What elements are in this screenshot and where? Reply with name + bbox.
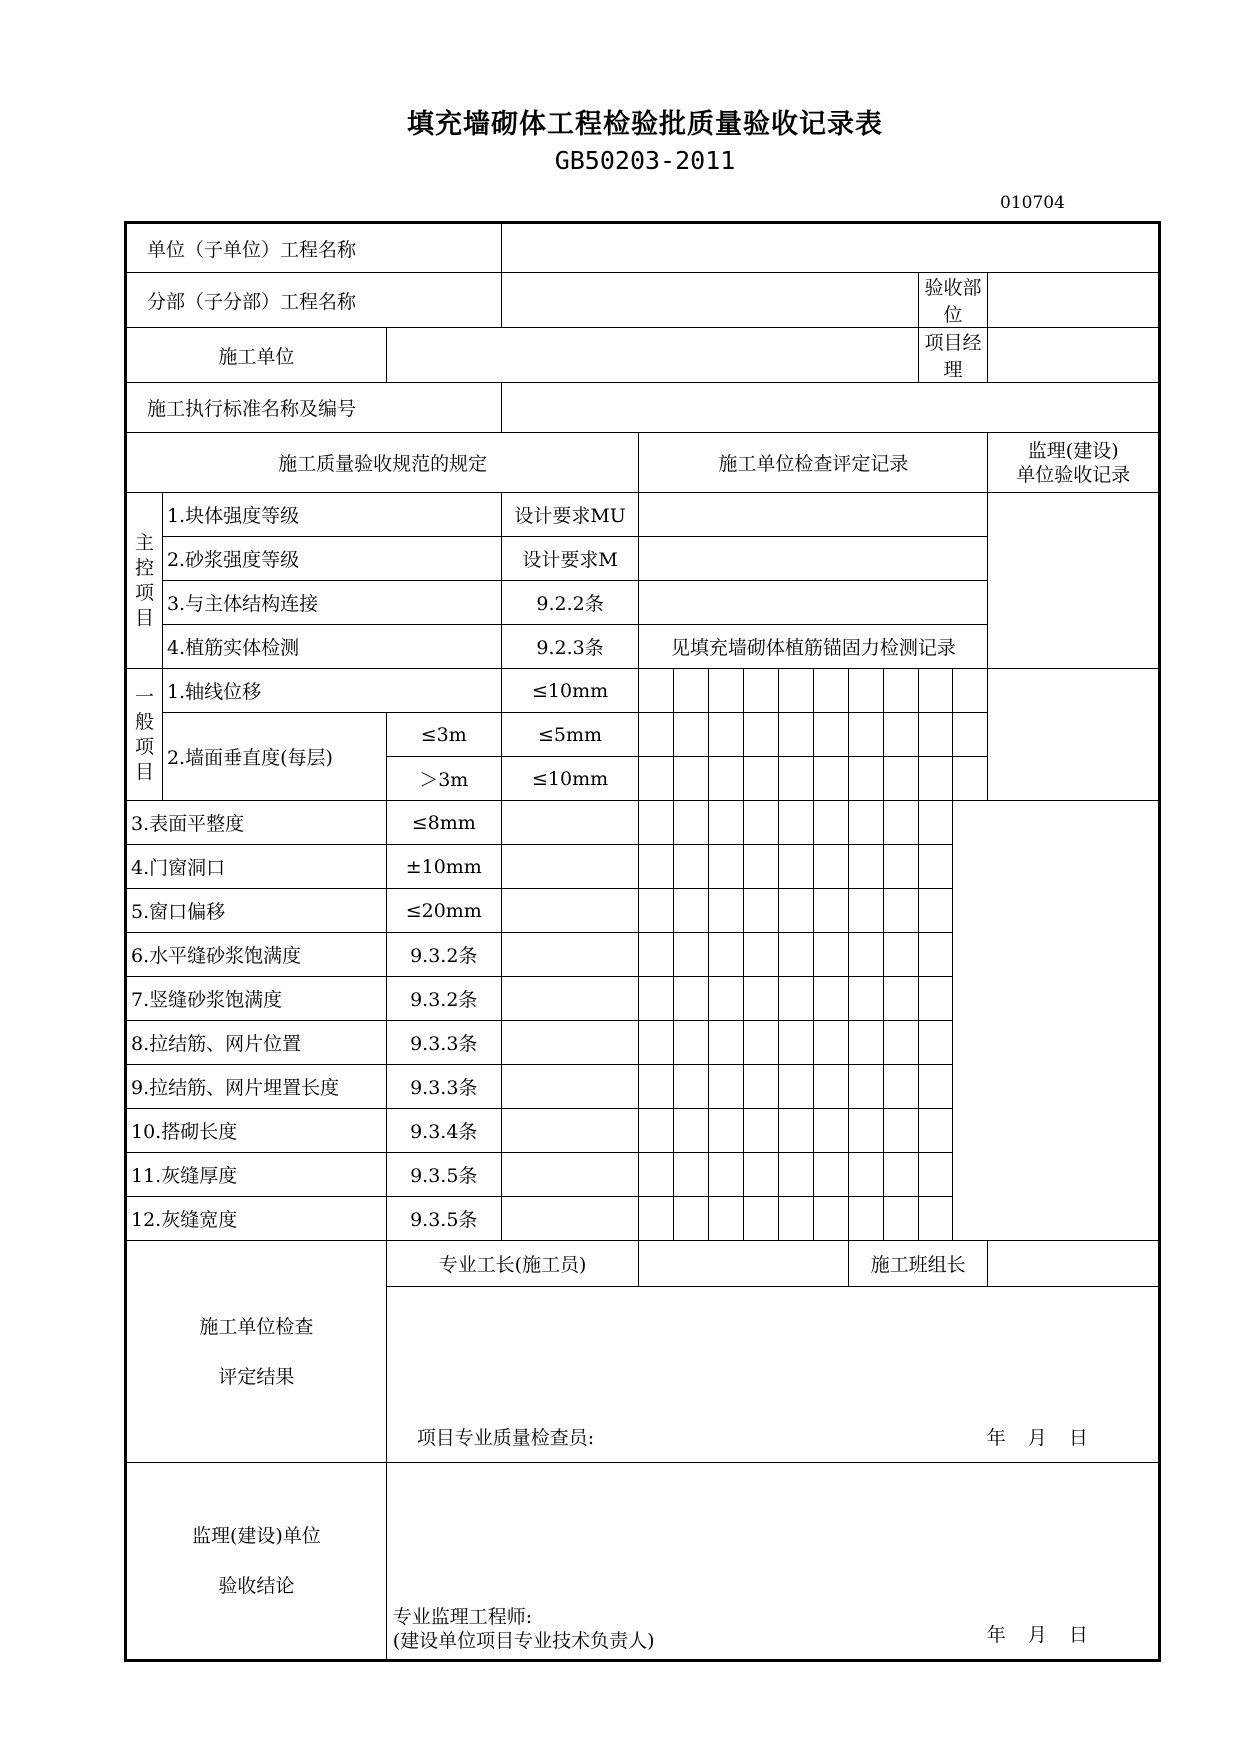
check-cell[interactable] [778, 757, 813, 801]
acceptance-part-label: 验收部位 [918, 273, 988, 328]
check-cell[interactable] [709, 669, 744, 713]
check-cell[interactable] [813, 757, 848, 801]
check-cell[interactable] [639, 669, 674, 713]
check-cell[interactable] [813, 933, 848, 977]
general-item-requirement: ≤20mm [386, 889, 501, 933]
check-cell[interactable] [709, 1153, 744, 1197]
check-cell[interactable] [639, 757, 674, 801]
general-item-name: 8.拉结筋、网片位置 [126, 1021, 387, 1065]
check-cell[interactable] [744, 757, 779, 801]
general-item-name: 1.轴线位移 [162, 669, 501, 713]
check-cell[interactable] [709, 1021, 744, 1065]
check-cell[interactable] [813, 669, 848, 713]
check-cell[interactable] [918, 1021, 953, 1065]
check-cell[interactable] [813, 1197, 848, 1241]
page-title: 填充墙砌体工程检验批质量验收记录表 [407, 109, 883, 140]
main-item-requirement: 9.2.3条 [501, 625, 639, 669]
check-cell[interactable] [813, 845, 848, 889]
check-cell[interactable] [848, 669, 883, 713]
supervisor-signature [393, 1605, 655, 1653]
check-cell[interactable] [953, 757, 988, 801]
main-item-name: 3.与主体结构连接 [162, 581, 501, 625]
standard-name-label: 施工执行标准名称及编号 [126, 383, 502, 433]
check-cell[interactable] [813, 1021, 848, 1065]
check-cell[interactable] [709, 1197, 744, 1241]
check-cell[interactable] [639, 977, 674, 1021]
check-cell[interactable] [674, 933, 709, 977]
check-cell[interactable] [674, 669, 709, 713]
check-cell[interactable] [501, 933, 639, 977]
check-cell[interactable] [883, 757, 918, 801]
check-cell[interactable] [744, 845, 779, 889]
general-item-requirement: 9.3.3条 [386, 1065, 501, 1109]
check-cell[interactable] [501, 977, 639, 1021]
date-label: 年 月 日 [986, 1427, 1088, 1449]
owner-tech-label: (建设单位项目专业技术负责人) [392, 1630, 655, 1652]
check-cell[interactable] [883, 669, 918, 713]
check-cell[interactable] [918, 933, 953, 977]
main-item-requirement: 设计要求MU [501, 493, 639, 537]
general-item-name: 10.搭砌长度 [126, 1109, 387, 1153]
check-cell[interactable] [918, 889, 953, 933]
general-item-requirement: 9.3.5条 [386, 1197, 501, 1241]
check-cell[interactable] [918, 1197, 953, 1241]
supervisor-engineer-label: 专业监理工程师: [392, 1606, 533, 1628]
check-cell[interactable] [813, 801, 848, 845]
check-cell[interactable] [813, 1109, 848, 1153]
check-cell[interactable] [813, 713, 848, 757]
construction-result-block[interactable] [386, 1287, 1159, 1463]
check-cell[interactable] [709, 845, 744, 889]
check-cell[interactable] [918, 713, 953, 757]
sub-project-label: 分部（子分部）工程名称 [126, 273, 502, 328]
check-cell[interactable] [883, 845, 918, 889]
main-items-label: 主 控 项 目 [126, 493, 163, 669]
construction-result-label: 施工单位检查 评定结果 [126, 1241, 387, 1463]
check-cell[interactable] [639, 889, 674, 933]
general-item-name: 11.灰缝厚度 [126, 1153, 387, 1197]
sub-project-field[interactable] [501, 273, 918, 328]
check-cell[interactable] [501, 889, 639, 933]
check-cell[interactable] [744, 801, 779, 845]
check-cell[interactable] [744, 889, 779, 933]
main-item-name: 2.砂浆强度等级 [162, 537, 501, 581]
general-item-name: 5.窗口偏移 [126, 889, 387, 933]
check-cell[interactable] [744, 1197, 779, 1241]
general-item-requirement: ≤8mm [386, 801, 501, 845]
check-cell[interactable] [883, 1153, 918, 1197]
check-cell[interactable] [709, 889, 744, 933]
check-record-header: 施工单位检查评定记录 [639, 433, 988, 493]
check-cell[interactable] [813, 889, 848, 933]
check-cell[interactable] [848, 933, 883, 977]
general-item-name: 4.门窗洞口 [126, 845, 387, 889]
check-cell[interactable] [709, 977, 744, 1021]
general-item-name: 9.拉结筋、网片埋置长度 [126, 1065, 387, 1109]
standard-name-field[interactable] [501, 383, 1159, 433]
check-cell[interactable] [813, 1153, 848, 1197]
check-cell[interactable] [501, 1065, 639, 1109]
general-item-requirement: ≤10mm [501, 669, 639, 713]
check-cell[interactable] [778, 889, 813, 933]
check-cell[interactable] [674, 1197, 709, 1241]
check-cell[interactable] [848, 977, 883, 1021]
general-item-name: 12.灰缝宽度 [126, 1197, 387, 1241]
check-cell[interactable] [744, 933, 779, 977]
check-cell[interactable] [674, 977, 709, 1021]
check-cell[interactable] [778, 1197, 813, 1241]
general-items-label: 一 般 项 目 [126, 669, 163, 801]
check-cell[interactable] [674, 845, 709, 889]
main-item-record[interactable]: 见填充墙砌体植筋锚固力检测记录 [639, 625, 988, 669]
main-item-record[interactable] [639, 581, 988, 625]
check-cell[interactable] [883, 977, 918, 1021]
check-cell[interactable] [501, 1021, 639, 1065]
check-cell[interactable] [778, 669, 813, 713]
general-item-requirement: 9.3.5条 [386, 1153, 501, 1197]
check-cell[interactable] [883, 889, 918, 933]
construction-unit-label: 施工单位 [126, 328, 387, 383]
check-cell[interactable] [848, 889, 883, 933]
supervision-header-line2: 单位验收记录 [1016, 463, 1131, 486]
check-cell[interactable] [918, 1109, 953, 1153]
check-cell[interactable] [778, 933, 813, 977]
check-cell[interactable] [918, 1153, 953, 1197]
check-cell[interactable] [709, 801, 744, 845]
check-cell[interactable] [848, 1021, 883, 1065]
check-cell[interactable] [709, 933, 744, 977]
team-leader-label: 施工班组长 [848, 1241, 988, 1287]
check-cell[interactable] [883, 1065, 918, 1109]
check-cell[interactable] [674, 801, 709, 845]
general-item-requirement: 9.3.2条 [386, 977, 501, 1021]
check-cell[interactable] [883, 1109, 918, 1153]
check-cell[interactable] [744, 669, 779, 713]
check-cell[interactable] [744, 1065, 779, 1109]
check-cell[interactable] [744, 1021, 779, 1065]
check-cell[interactable] [639, 1153, 674, 1197]
check-cell[interactable] [813, 977, 848, 1021]
check-cell[interactable] [639, 1021, 674, 1065]
check-cell[interactable] [639, 1197, 674, 1241]
check-cell[interactable] [918, 977, 953, 1021]
check-cell[interactable] [674, 1065, 709, 1109]
check-cell[interactable] [848, 801, 883, 845]
check-cell[interactable] [848, 1109, 883, 1153]
general-item-name: 3.表面平整度 [126, 801, 387, 845]
check-cell[interactable] [709, 1109, 744, 1153]
check-cell[interactable] [813, 1065, 848, 1109]
check-cell[interactable] [918, 757, 953, 801]
foreman-field[interactable] [639, 1241, 848, 1287]
main-item-record[interactable] [639, 537, 988, 581]
check-cell[interactable] [778, 1109, 813, 1153]
check-cell[interactable] [778, 977, 813, 1021]
check-cell[interactable] [674, 1153, 709, 1197]
check-cell[interactable] [848, 757, 883, 801]
check-cell[interactable] [501, 1153, 639, 1197]
check-cell[interactable] [778, 845, 813, 889]
check-cell[interactable] [639, 1065, 674, 1109]
check-cell[interactable] [918, 1065, 953, 1109]
check-cell[interactable] [744, 1153, 779, 1197]
general-item-requirement: 9.3.2条 [386, 933, 501, 977]
form-code: 010704 [1000, 193, 1065, 213]
supervision-header-line1: 监理(建设) [1027, 439, 1119, 462]
check-cell[interactable] [744, 713, 779, 757]
check-cell[interactable] [953, 669, 988, 713]
check-cell[interactable] [848, 1153, 883, 1197]
check-cell[interactable] [848, 845, 883, 889]
height-range: ≤3m [386, 713, 501, 757]
check-cell[interactable] [639, 801, 674, 845]
check-cell[interactable] [709, 713, 744, 757]
check-cell[interactable] [918, 801, 953, 845]
general-item-name: 6.水平缝砂浆饱满度 [126, 933, 387, 977]
check-cell[interactable] [674, 757, 709, 801]
acceptance-part-field[interactable] [988, 273, 1160, 328]
check-cell[interactable] [918, 669, 953, 713]
construction-unit-field[interactable] [386, 328, 918, 383]
main-items-supervision[interactable] [988, 493, 1160, 669]
supervision-conclusion-block[interactable] [386, 1463, 1159, 1661]
check-cell[interactable] [639, 1109, 674, 1153]
check-cell[interactable] [883, 801, 918, 845]
check-cell[interactable] [709, 757, 744, 801]
check-cell[interactable] [744, 1109, 779, 1153]
check-cell[interactable] [883, 1021, 918, 1065]
check-cell[interactable] [674, 1109, 709, 1153]
check-cell[interactable] [918, 845, 953, 889]
supervision-header [988, 433, 1160, 493]
check-cell[interactable] [674, 713, 709, 757]
foreman-label: 专业工长(施工员) [386, 1241, 639, 1287]
general-item-name: 7.竖缝砂浆饱满度 [126, 977, 387, 1021]
project-manager-field[interactable] [988, 328, 1160, 383]
check-cell[interactable] [709, 1065, 744, 1109]
check-cell[interactable] [778, 1065, 813, 1109]
check-cell[interactable] [501, 845, 639, 889]
height-range: ＞3m [386, 757, 501, 801]
check-cell[interactable] [778, 801, 813, 845]
general-items-supervision[interactable] [988, 669, 1160, 801]
general-item-requirement: ≤10mm [501, 757, 639, 801]
check-cell[interactable] [501, 1197, 639, 1241]
check-cell[interactable] [848, 1197, 883, 1241]
main-item-record[interactable] [639, 493, 988, 537]
check-cell[interactable] [883, 713, 918, 757]
main-item-requirement: 设计要求M [501, 537, 639, 581]
general-item-requirement: 9.3.4条 [386, 1109, 501, 1153]
general-item-name: 2.墙面垂直度(每层) [162, 713, 386, 801]
team-leader-field[interactable] [988, 1241, 1160, 1287]
check-cell[interactable] [778, 713, 813, 757]
check-cell[interactable] [883, 1197, 918, 1241]
check-cell[interactable] [639, 713, 674, 757]
spec-header: 施工质量验收规范的规定 [126, 433, 639, 493]
check-cell[interactable] [848, 713, 883, 757]
standard-code: GB50203-2011 [554, 146, 736, 175]
inspection-form [124, 221, 1161, 1662]
main-item-name: 4.植筋实体检测 [162, 625, 501, 669]
check-cell[interactable] [674, 889, 709, 933]
check-cell[interactable] [778, 1021, 813, 1065]
check-cell[interactable] [501, 801, 639, 845]
quality-inspector-label: 项目专业质量检查员: [416, 1427, 595, 1449]
check-cell[interactable] [883, 933, 918, 977]
unit-project-label: 单位（子单位）工程名称 [126, 223, 502, 273]
check-cell[interactable] [501, 1109, 639, 1153]
date-label: 年 月 日 [986, 1624, 1088, 1646]
check-cell[interactable] [848, 1065, 883, 1109]
main-item-requirement: 9.2.2条 [501, 581, 639, 625]
check-cell[interactable] [778, 1153, 813, 1197]
general-item-requirement: ±10mm [386, 845, 501, 889]
general-item-requirement: ≤5mm [501, 713, 639, 757]
check-cell[interactable] [674, 1021, 709, 1065]
main-item-name: 1.块体强度等级 [162, 493, 501, 537]
check-cell[interactable] [639, 933, 674, 977]
unit-project-field[interactable] [501, 223, 1159, 273]
check-cell[interactable] [639, 845, 674, 889]
project-manager-label: 项目经理 [918, 328, 988, 383]
supervision-conclusion-label: 监理(建设)单位 验收结论 [126, 1463, 387, 1661]
check-cell[interactable] [744, 977, 779, 1021]
general-item-requirement: 9.3.3条 [386, 1021, 501, 1065]
check-cell[interactable] [953, 713, 988, 757]
